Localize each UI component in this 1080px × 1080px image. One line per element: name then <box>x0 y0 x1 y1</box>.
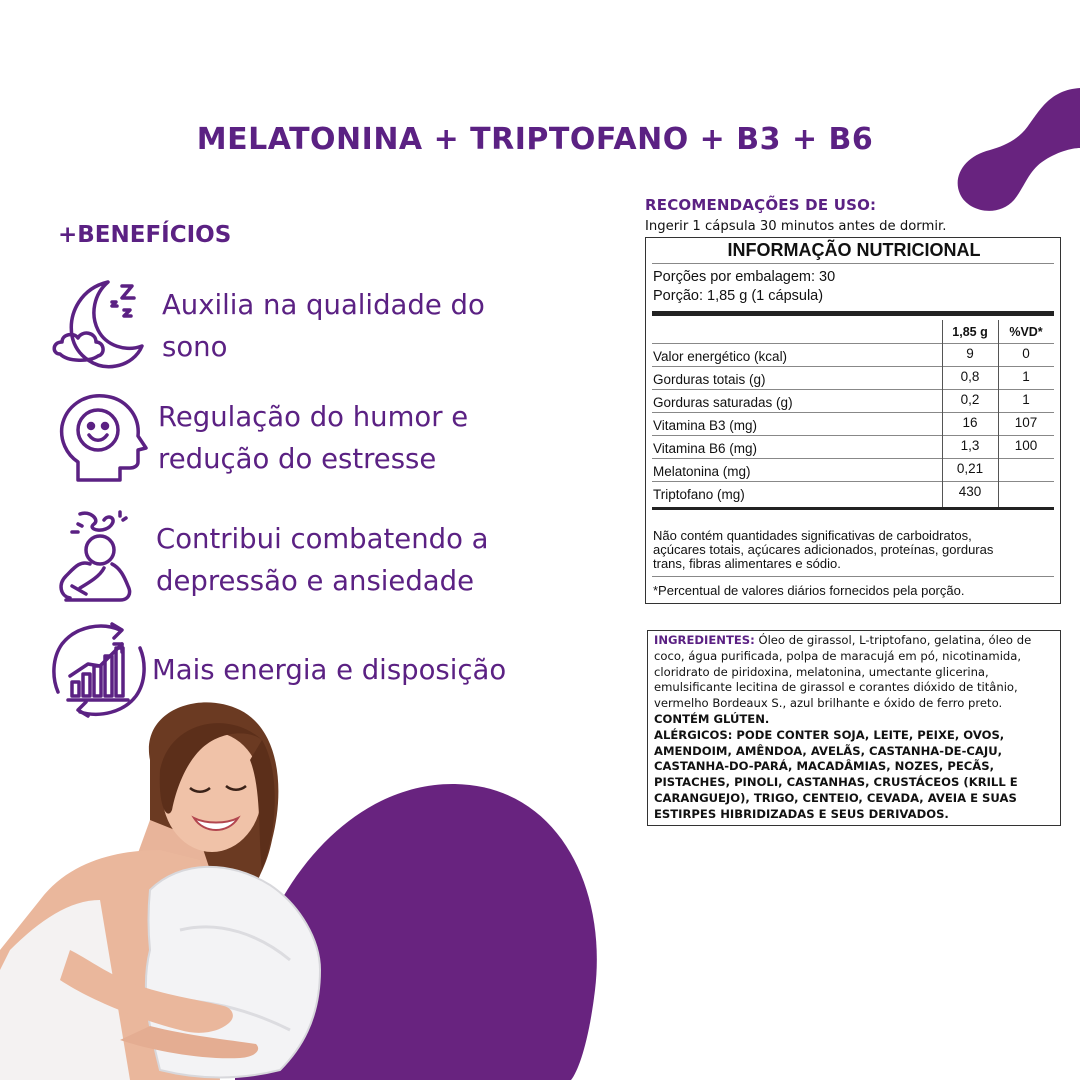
table-row <box>652 459 1054 482</box>
row-value: 9 <box>966 346 974 361</box>
row-dv: 1 <box>1022 392 1030 407</box>
benefits-heading: +BENEFÍCIOS <box>58 222 232 248</box>
table-header-row <box>652 320 1054 344</box>
happy-head-icon <box>50 388 150 488</box>
thick-divider <box>652 507 1054 510</box>
divider <box>652 576 1054 577</box>
row-value: 1,3 <box>960 438 980 453</box>
row-label: Triptofano (mg) <box>653 487 745 502</box>
column-header-portion: 1,85 g <box>952 325 988 339</box>
allergens-warning: ALÉRGICOS: PODE CONTER SOJA, LEITE, PEIXE, OVOS, AMENDOIM, AMÊNDOA, AVELÃS, CASTANHA-DE-CAJU, CASTANHA-DO-PARÁ, MACADÂMIAS, NOZES, PECÃS, PISTACHES, PINOLI, CASTANHAS, CRUSTÁCEOS (KRILL E CARANGUEJO), TRIGO, CENTEIO, CEVADA, AVEIA E SUAS ESTIRPES HIBRIDIZADAS E SEUS DERIVADOS. <box>654 727 1018 821</box>
ingredients-label: INGREDIENTES: <box>654 633 755 647</box>
benefit-line: Contribui combatendo a <box>156 523 489 555</box>
benefit-line: redução do estresse <box>158 443 437 475</box>
benefit-line: Auxilia na qualidade do <box>162 289 485 321</box>
nutrition-note-line: açúcares totais, açúcares adicionados, proteínas, gorduras <box>653 542 994 557</box>
column-divider <box>998 320 999 508</box>
benefit-item-mood <box>50 388 468 488</box>
table-row <box>652 482 1054 505</box>
nutrition-note-line: trans, fibras alimentares e sódio. <box>653 556 841 571</box>
nutrition-note-line: Não contém quantidades significativas de carboidratos, <box>653 528 972 543</box>
row-value: 16 <box>962 415 978 430</box>
portion-size: Porção: 1,85 g (1 cápsula) <box>653 288 824 304</box>
table-row <box>652 413 1054 436</box>
moon-sleep-icon <box>50 276 150 376</box>
thick-divider <box>652 311 1054 316</box>
benefit-line: depressão e ansiedade <box>156 565 475 597</box>
column-header-dv: %VD* <box>1009 325 1043 339</box>
row-dv: 0 <box>1022 346 1030 361</box>
row-value: 0,8 <box>960 369 980 384</box>
row-label: Gorduras saturadas (g) <box>653 395 793 410</box>
row-label: Vitamina B3 (mg) <box>653 418 758 433</box>
servings-per-package: Porções por embalagem: 30 <box>653 269 836 285</box>
column-divider <box>942 320 943 508</box>
stressed-person-icon <box>50 510 150 610</box>
gluten-warning: CONTÉM GLÚTEN. <box>654 711 770 726</box>
recommendations-text: Ingerir 1 cápsula 30 minutos antes de dormir. <box>645 219 947 234</box>
benefit-item-sleep <box>50 276 485 376</box>
divider <box>652 263 1054 264</box>
row-dv: 1 <box>1022 369 1030 384</box>
row-label: Valor energético (kcal) <box>653 349 788 364</box>
row-value: 0,2 <box>960 392 980 407</box>
row-label: Gorduras totais (g) <box>653 372 766 387</box>
woman-with-pillow-photo <box>0 700 330 1080</box>
page-title: MELATONINA + TRIPTOFANO + B3 + B6 <box>196 122 874 157</box>
row-value: 430 <box>958 484 982 499</box>
row-label: Vitamina B6 (mg) <box>653 441 758 456</box>
benefit-line: sono <box>162 331 228 363</box>
nutrition-title: INFORMAÇÃO NUTRICIONAL <box>727 240 981 260</box>
table-row <box>652 344 1054 367</box>
nutrition-footnote: *Percentual de valores diários fornecidos pela porção. <box>653 583 965 598</box>
row-dv: 100 <box>1014 438 1038 453</box>
table-row <box>652 367 1054 390</box>
benefit-line: Mais energia e disposição <box>152 654 507 686</box>
benefit-item-depression <box>50 510 489 610</box>
ingredients-box <box>647 630 1061 826</box>
row-dv: 107 <box>1014 415 1038 430</box>
row-value: 0,21 <box>956 461 984 476</box>
benefit-line: Regulação do humor e <box>158 401 469 433</box>
nutrition-facts-table <box>645 237 1061 604</box>
table-row <box>652 436 1054 459</box>
table-row <box>652 390 1054 413</box>
row-label: Melatonina (mg) <box>653 464 751 479</box>
ingredients-text: Óleo de girassol, L-triptofano, gelatina, óleo de coco, água purificada, polpa de maracujá em pó, nicotinamida, cloridrato de piridoxina, melatonina, umectante glicerina, emulsificante lecitina de girassol e corantes dióxido de titânio, vermelho Bordeaux S., azul brilhante e óxido de ferro preto. <box>654 633 1032 711</box>
recommendations-heading: RECOMENDAÇÕES DE USO: <box>645 196 877 214</box>
